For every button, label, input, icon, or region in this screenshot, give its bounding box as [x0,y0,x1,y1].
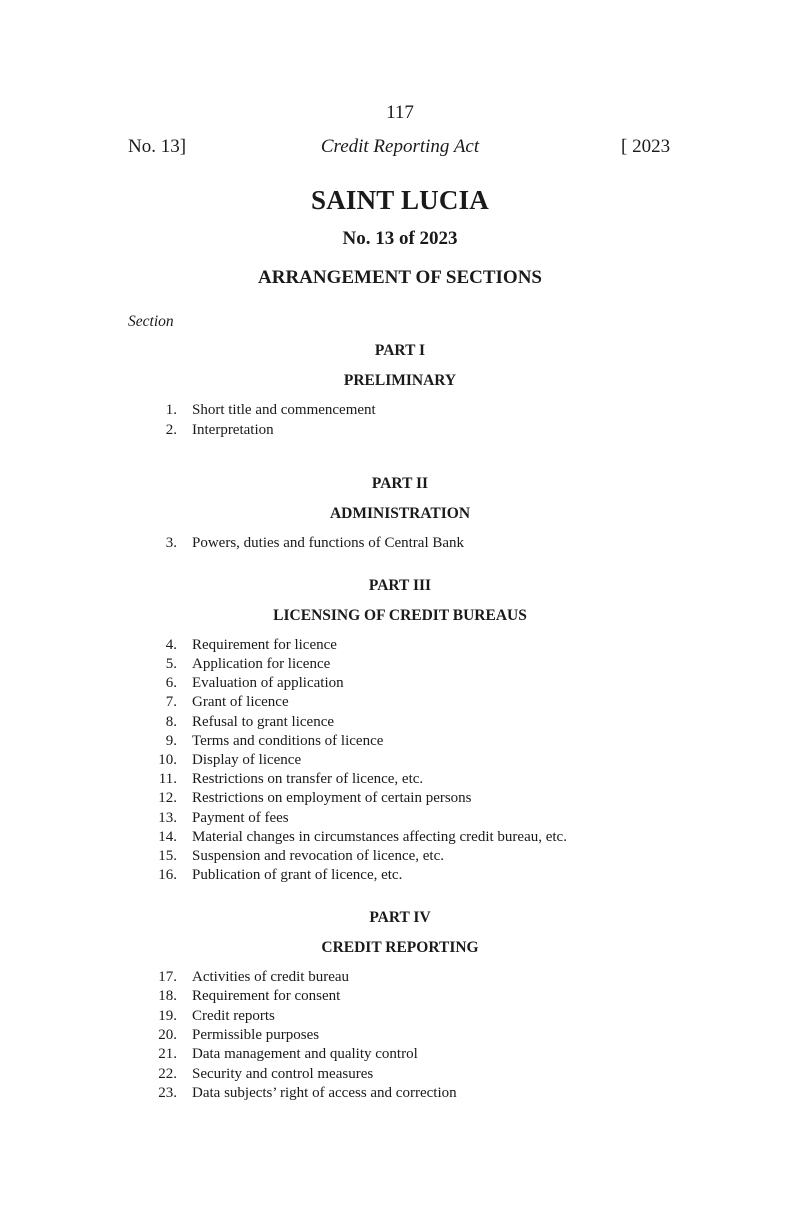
section-title: Refusal to grant licence [192,714,335,730]
table-of-contents-entry [0,987,800,1006]
section-title: Suspension and revocation of licence, etc. [192,848,444,864]
table-of-contents-entry [0,809,800,828]
table-of-contents-entry [0,866,800,885]
document-title: SAINT LUCIA [310,185,489,215]
table-of-contents-entry [0,732,800,751]
table-of-contents-entry [0,1065,800,1084]
section-number: 19. [158,1008,177,1024]
section-title: Application for licence [192,656,331,672]
section-title: Grant of licence [192,694,289,710]
page-number: 117 [386,102,414,123]
table-of-contents-entry [0,828,800,847]
section-title: Payment of fees [192,810,289,826]
section-title: Restrictions on employment of certain persons [192,790,472,806]
section-number: 22. [158,1066,177,1082]
section-number: 5. [165,656,177,672]
section-title: Powers, duties and functions of Central Bank [192,535,465,551]
section-number: 17. [158,969,177,985]
table-of-contents-entry [0,847,800,866]
part-heading: PRELIMINARY [343,372,457,389]
section-title: Data management and quality control [192,1046,418,1062]
section-title: Evaluation of application [192,675,344,691]
table-of-contents-entry [0,770,800,789]
table-of-contents-entry [0,789,800,808]
section-title: Requirement for licence [192,637,337,653]
part-label: PART I [374,342,426,359]
section-number: 15. [158,848,177,864]
section-number: 23. [158,1085,177,1101]
section-title: Terms and conditions of licence [192,733,384,749]
section-number: 1. [165,402,177,418]
section-title: Credit reports [192,1008,275,1024]
table-of-contents-entry [0,1084,800,1103]
table-of-contents-entry [0,401,800,420]
section-title: Restrictions on transfer of licence, etc. [192,771,424,787]
section-column-label: Section [128,313,174,330]
table-of-contents-entry [0,713,800,732]
section-number: 2. [165,422,177,438]
section-number: 13. [158,810,177,826]
table-of-contents-entry [0,534,800,553]
section-number: 21. [158,1046,177,1062]
section-number: 11. [158,771,177,787]
running-header-act-title: Credit Reporting Act [320,136,480,157]
table-of-contents-entry [0,674,800,693]
table-of-contents-entry [0,751,800,770]
section-number: 16. [158,867,177,883]
section-title: Material changes in circumstances affecting credit bureau, etc. [192,829,567,845]
table-of-contents-entry [0,693,800,712]
section-title: Display of licence [192,752,302,768]
running-header-year: [ 2023 [621,136,671,157]
table-of-contents-entry [0,655,800,674]
section-number: 14. [158,829,177,845]
table-of-contents-entry [0,636,800,655]
table-of-contents-entry [0,968,800,987]
running-header-act-number: No. 13] [128,136,187,157]
section-number: 4. [165,637,177,653]
section-title: Data subjects’ right of access and correction [192,1085,457,1101]
arrangement-heading: ARRANGEMENT OF SECTIONS [258,267,542,288]
table-of-contents-entry [0,421,800,440]
section-title: Interpretation [192,422,274,438]
part-label: PART II [371,475,429,492]
part-heading: ADMINISTRATION [329,505,471,522]
part-heading: LICENSING OF CREDIT BUREAUS [273,607,527,624]
part-label: PART III [368,577,432,594]
section-number: 20. [158,1027,177,1043]
section-number: 6. [165,675,177,691]
section-number: 9. [165,733,177,749]
table-of-contents-entry [0,1045,800,1064]
section-title: Permissible purposes [192,1027,320,1043]
table-of-contents-entry [0,1026,800,1045]
section-number: 12. [158,790,177,806]
section-title: Short title and commencement [192,402,376,418]
section-title: Security and control measures [192,1066,374,1082]
section-title: Requirement for consent [192,988,341,1004]
act-number: No. 13 of 2023 [342,228,458,249]
part-label: PART IV [369,909,431,926]
section-number: 7. [165,694,177,710]
section-title: Activities of credit bureau [192,969,350,985]
section-number: 10. [158,752,177,768]
section-title: Publication of grant of licence, etc. [192,867,403,883]
part-heading: CREDIT REPORTING [321,939,479,956]
table-of-contents-entry [0,1007,800,1026]
section-number: 18. [158,988,177,1004]
section-number: 8. [165,714,177,730]
section-number: 3. [165,535,177,551]
